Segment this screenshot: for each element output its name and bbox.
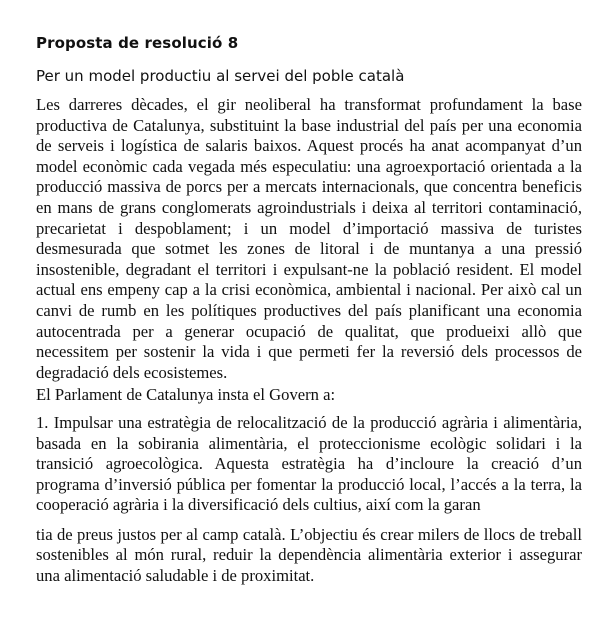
resolution-point-1: 1. Impulsar una estratègia de relocalització de la producció agrària i alimentària, basada en la sobirania alimentària, el proteccionisme ecològic solidari i la transició agroecològica. Aquesta estratègia ha d’incloure la creació d’un programa d’inversió pública per fomentar la producció local, l’accés a la terra, la cooperació agrària i la diversificació dels cultius, així com la garan <box>36 412 582 515</box>
resolution-point-1-continued: tia de preus justos per al camp català. L’objectiu és crear milers de llocs de treball sostenibles al món rural, reduir la dependència alimentària exterior i assegurar una alimentació saludable i de proximitat. <box>36 524 582 586</box>
resolution-subtitle: Per un model productiu al servei del poble català <box>36 67 405 85</box>
intro-paragraph: Les darreres dècades, el gir neoliberal ha transformat profundament la base productiva de Catalunya, substituint la base industrial del país per una economia de serveis i logística de salaris baixos. Aquest procés ha anat acompanyat d’un model econòmic cada vegada més especulatiu: una agroexportació orientada a la producció massiva de porcs per a mercats internacionals, que concentra beneficis en mans de grans conglomerats agroindustrials i deixa al territori contaminació, precarietat i despoblament; i un model d’importació massiva de turistes desmesurada que sotmet les zones de litoral i de muntanya a una pressió insostenible, degradant el territori i expulsant-ne la població resident. El model actual ens empeny cap a la crisi econòmica, ambiental i nacional. Per això cal un canvi de rumb en les polítiques productives del país planificant una economia autocentrada per a generar ocupació de qualitat, que produeixi allò que necessitem per sostenir la vida i que permeti fer la reversió dels processos de degradació dels ecosistemes. <box>36 95 582 382</box>
document-page <box>36 34 582 587</box>
resolution-title: Proposta de resolució 8 <box>36 34 239 52</box>
resolution-intro: El Parlament de Catalunya insta el Govern a: <box>36 385 336 405</box>
